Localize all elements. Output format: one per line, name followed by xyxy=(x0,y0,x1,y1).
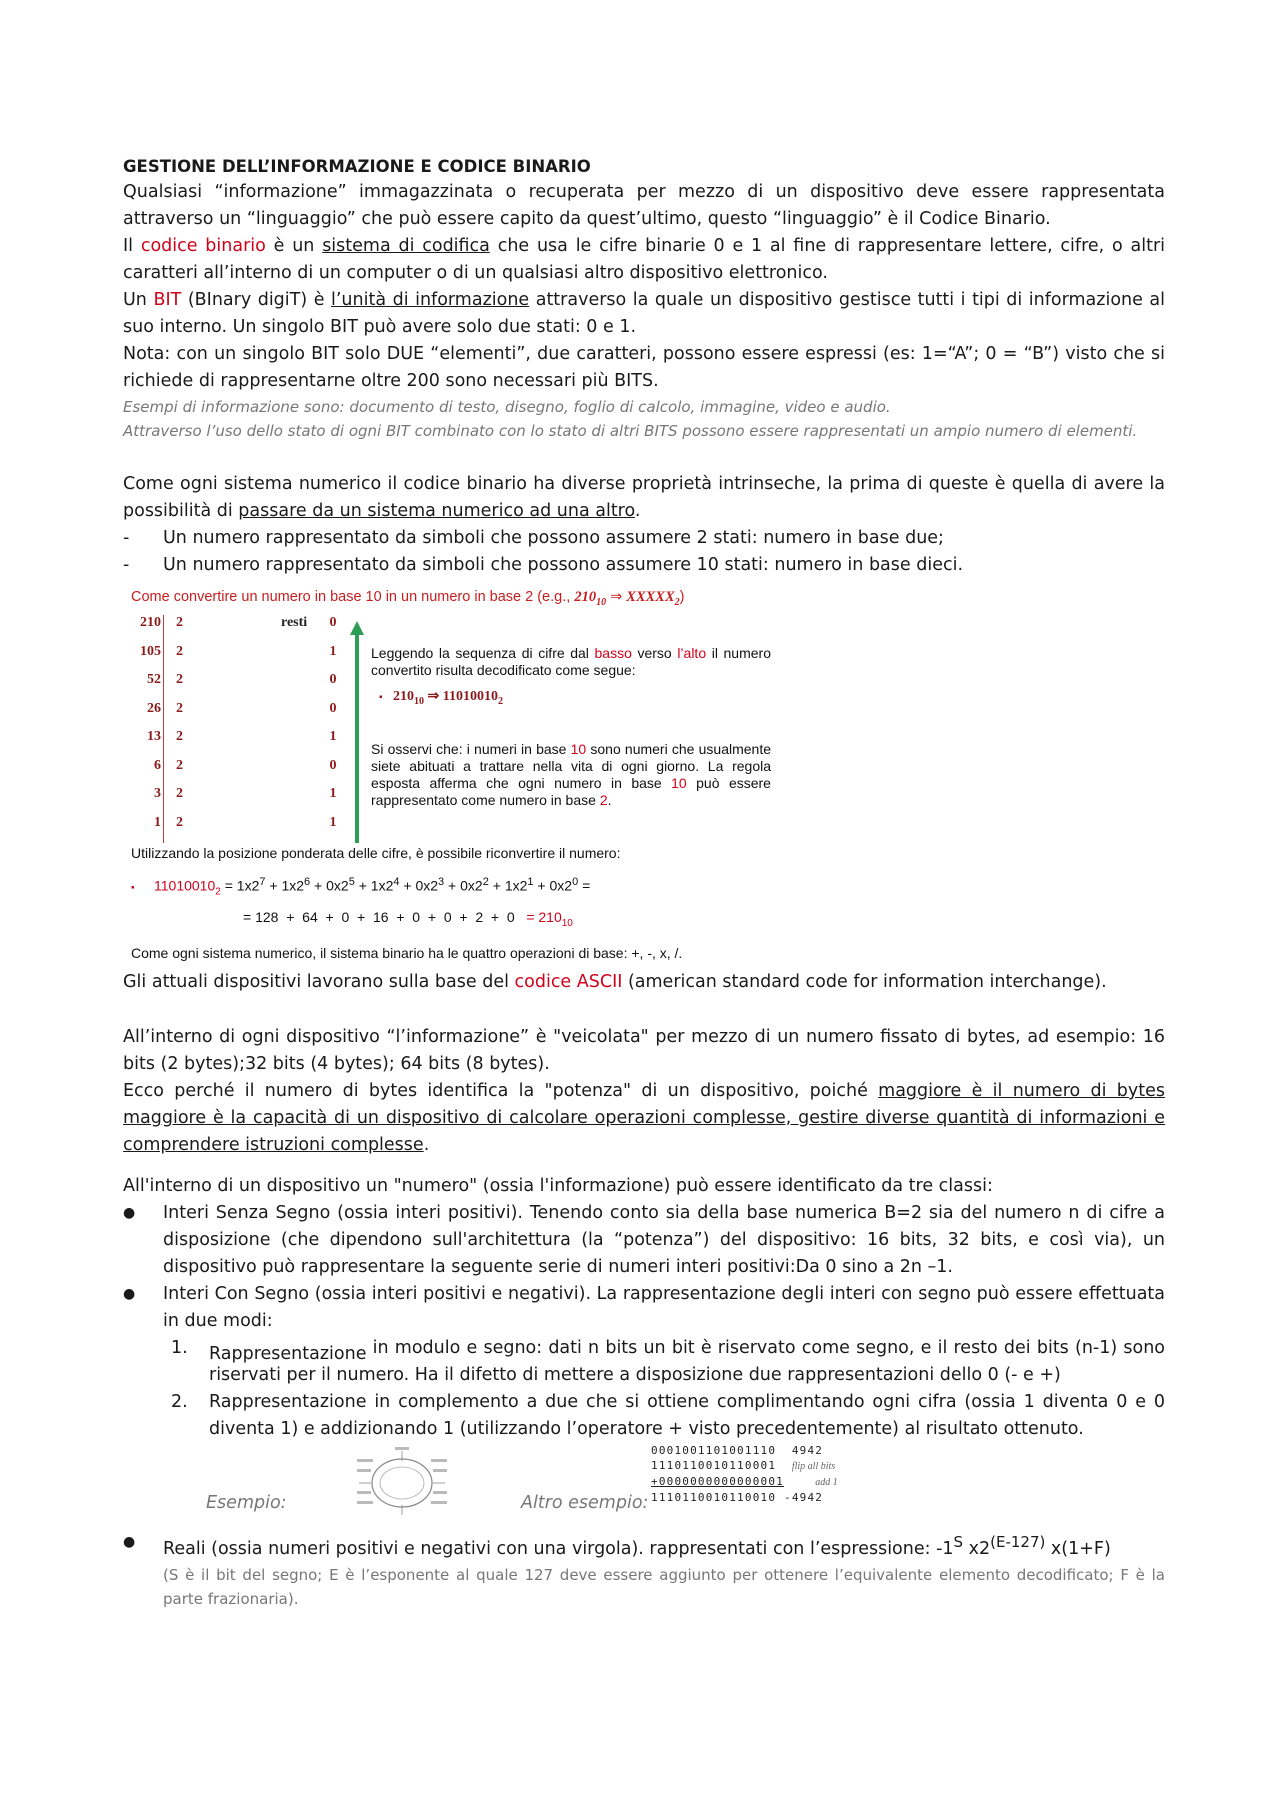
dividend: 26 xyxy=(147,700,161,716)
reali-note: (S è il bit del segno; E è l’esponente al quale 127 deve essere aggiunto per ottenere l’equivalente elemento decodificato; F è la parte frazionaria). xyxy=(163,1565,1165,1608)
list-item-text: Rappresentazione in complemento a due che si ottiene complimentando ogni cifra (ossia 1 diventa 0 e 0 diventa 1) e addizionando 1 (utilizzando l’operatore + visto precedentemente) al risultato ottenuto. xyxy=(209,1392,1165,1439)
text: ⇒ xyxy=(606,589,627,605)
text: ⇒ xyxy=(424,689,443,704)
bit-paragraph xyxy=(123,287,1165,341)
text: attraverso la quale un dispositivo gestisce tutti i tipi di informazione al suo interno. Un singolo BIT può avere solo due stati: 0 e 1. xyxy=(123,290,1165,337)
remainder: 1 xyxy=(329,729,337,744)
text: . xyxy=(423,1135,430,1155)
text: che usa le cifre binarie 0 e 1 al fine di rappresentare lettere, cifre, o altri caratteri all’interno di un computer o di un qualsiasi altro dispositivo elettronico. xyxy=(123,236,1165,283)
text: x2 xyxy=(963,1538,991,1559)
text: sono numeri che usualmente siete abituati a trattare nella vita di ogni giorno. La regola esposta afferma che ogni numero in base xyxy=(371,741,771,791)
text: 1110110010110010 xyxy=(651,1491,777,1504)
text: (E-127) xyxy=(990,1533,1046,1551)
intro-paragraph: Qualsiasi “informazione” immagazzinata o recuperata per mezzo di un dispositivo deve essere rappresentata attraverso un “linguaggio” che può essere capito da quest’ultimo, questo “linguaggio” è il Codice Binario. xyxy=(123,182,1165,229)
text: Un xyxy=(123,290,154,310)
text: add 1 xyxy=(815,1477,838,1488)
divisor: 2 xyxy=(176,672,183,687)
altro-esempio-label: Altro esempio: xyxy=(521,1493,649,1513)
remainder: 0 xyxy=(329,672,337,687)
division-table xyxy=(131,615,341,843)
list-item-text: Interi Con Segno (ossia interi positivi e negativi). La rappresentazione degli interi con segno può essere effettuata in due modi: xyxy=(163,1284,1165,1331)
list-item: - Un numero rappresentato da simboli che possono assumere 2 stati: numero in base due; xyxy=(123,525,1165,552)
dividend: 52 xyxy=(147,672,161,687)
operations-text: Come ogni sistema numerico, il sistema binario ha le quattro operazioni di base: +, -, x, /. xyxy=(131,945,683,961)
text: 11010010 xyxy=(442,689,499,704)
text: (american standard code for information interchange). xyxy=(622,972,1107,992)
list-item xyxy=(123,1281,1165,1335)
examples-row xyxy=(123,1443,1165,1521)
list-item: - Un numero rappresentato da simboli che possono assumere 10 stati: numero in base dieci. xyxy=(123,552,1165,579)
text: 2 xyxy=(498,695,504,707)
text: Il xyxy=(123,236,141,256)
text: ) xyxy=(679,589,685,605)
italic-note-1: Esempi di informazione sono: documento di testo, disegno, foglio di calcolo, immagine, video e audio. xyxy=(123,398,891,416)
text: 210 xyxy=(574,589,597,605)
ponderata-text: Utilizzando la posizione ponderata delle cifre, è possibile riconvertire il numero: xyxy=(131,845,621,861)
text: 1 xyxy=(527,876,534,888)
list-item-text: Un numero rappresentato da simboli che possono assumere 10 stati: numero in base dieci. xyxy=(163,555,964,575)
text: 0x2 xyxy=(460,877,483,894)
table-row xyxy=(131,786,341,815)
text: 0001001101001110 xyxy=(651,1444,777,1457)
text: 2 xyxy=(215,886,221,898)
sistema-paragraph xyxy=(123,471,1165,525)
weighted-expression: ▪ $11010010_2 = 1x2^7 + 1x2^6 + 0x2^5 + 1x2^4 + 0x2^3 + 0x2^2 + 1x2^1 + 0x2^0$ = xyxy=(131,876,591,898)
table-row xyxy=(131,729,341,758)
list-item xyxy=(123,1529,1165,1563)
bullet-icon: ▪ xyxy=(379,692,383,703)
text: 0 xyxy=(572,876,579,888)
bullet-icon: ● xyxy=(123,1205,136,1221)
text: x(1+F) xyxy=(1045,1538,1111,1559)
term-codice-binario: codice binario xyxy=(140,236,266,256)
dividend: 210 xyxy=(140,615,161,630)
text: l’alto xyxy=(677,645,707,661)
list-number: 1. xyxy=(171,1338,188,1358)
text: 0x2 xyxy=(415,877,439,894)
text: 11010010 xyxy=(154,877,216,894)
divisor: 2 xyxy=(176,814,183,830)
table-row xyxy=(131,815,341,844)
text: 1x2 xyxy=(236,877,260,894)
text: = 210 xyxy=(526,909,562,925)
table-row xyxy=(131,701,341,730)
text: 2 xyxy=(599,792,608,808)
list-item xyxy=(123,1389,1165,1443)
remainder: 0 xyxy=(329,615,337,630)
text: 1x2 xyxy=(281,877,305,894)
bytes-paragraph: All’interno di ogni dispositivo “l’informazione” è "veicolata" per mezzo di un numero fissato di bytes, ad esempio: 16 bits (2 bytes);32 bits (4 bytes); 64 bits (8 bytes). xyxy=(123,1027,1165,1074)
divisor: 2 xyxy=(176,786,183,801)
text: XXXXX xyxy=(626,589,675,605)
list-item xyxy=(123,1200,1165,1281)
document-page xyxy=(123,155,1165,1611)
text: 3 xyxy=(438,876,445,888)
text: in modulo e segno: dati n bits un bit è riservato come segno, e il resto dei bits (n-1) sono riservati per il numero. Ha il difetto di mettere a disposizione due rappresentazioni dello 0 (- e +) xyxy=(209,1338,1165,1385)
text: . xyxy=(634,501,641,521)
remainder: 1 xyxy=(329,814,337,830)
dividend: 1 xyxy=(154,814,161,830)
conversion-result xyxy=(379,688,779,710)
twos-complement-example xyxy=(651,1443,838,1505)
text: 0x2 xyxy=(549,877,573,894)
italic-note-2: Attraverso l’uso dello stato di ogni BIT combinato con lo stato di altri BITS possono essere rappresentati un ampio numero di elementi. xyxy=(123,422,1138,440)
text: 4 xyxy=(393,876,400,888)
bullet-icon: ● xyxy=(123,1286,136,1302)
text: è un xyxy=(265,236,323,256)
underlined-passare-sistema: passare da un sistema numerico ad una altro xyxy=(238,501,635,521)
divisor: 2 xyxy=(176,757,183,773)
text: 10 xyxy=(671,775,687,791)
text: . xyxy=(607,792,612,808)
text: può essere rappresentato come numero in base xyxy=(371,775,771,808)
text: Come ogni sistema numerico il codice binario ha diverse proprietà intrinseche, la prima di queste è quella di avere la possibilità di xyxy=(123,474,1165,521)
divisor: 2 xyxy=(176,700,183,716)
text: S xyxy=(953,1533,964,1551)
text: 4942 xyxy=(791,1444,824,1457)
nota-paragraph: Nota: con un singolo BIT solo DUE “elementi”, due caratteri, possono essere espressi (es: 1=“A”; 0 = “B”) visto che si richiede di rappresentarne oltre 200 sono necessari più BITS. xyxy=(123,344,1165,391)
remainder: 1 xyxy=(329,643,337,659)
text: Leggendo la sequenza di cifre dal xyxy=(371,645,595,661)
bullet-icon: ● xyxy=(123,1534,136,1550)
text: 6 xyxy=(304,876,311,888)
esempio-label: Esempio: xyxy=(206,1493,287,1513)
table-row xyxy=(131,644,341,673)
dividend: 105 xyxy=(140,643,161,659)
list-item-text xyxy=(163,1529,1165,1563)
term-bit: BIT xyxy=(153,290,182,310)
text: Ecco perché il numero di bytes identifica la "potenza" di un dispositivo, poiché xyxy=(123,1081,879,1101)
text: verso xyxy=(631,645,678,661)
potenza-paragraph xyxy=(123,1078,1165,1159)
circle-diagram-icon xyxy=(351,1447,453,1517)
list-number: 2. xyxy=(171,1392,188,1412)
text: 1110110010110001 xyxy=(651,1459,777,1472)
text: Gli attuali dispositivi lavorano sulla base del xyxy=(123,972,515,992)
text: Si osservi che: i numeri in base xyxy=(371,741,571,757)
divisor: 2 xyxy=(176,729,183,744)
figure-header xyxy=(131,589,684,608)
text: Come convertire un numero in base 10 in un numero in base 2 (e.g., xyxy=(131,589,575,605)
remainder: 1 xyxy=(329,786,337,801)
list-item-text xyxy=(209,1335,1165,1389)
table-row xyxy=(131,758,341,787)
text: 10 xyxy=(596,596,607,608)
underlined-maggiore: maggiore è il numero di bytes maggiore è la capacità di un dispositivo di calcolare operazioni complesse, gestire diverse quantità di informazioni e comprendere istruzioni complesse xyxy=(123,1081,1165,1155)
list-item-text: Un numero rappresentato da simboli che possono assumere 2 stati: numero in base due; xyxy=(163,528,944,548)
underlined-unita-informazione: l’unità di informazione xyxy=(331,290,530,310)
text: 2 xyxy=(674,596,680,608)
remainder: 0 xyxy=(329,757,337,773)
codice-binario-paragraph xyxy=(123,233,1165,287)
text: 5 xyxy=(348,876,355,888)
text: -4942 xyxy=(784,1491,824,1504)
underlined-sistema-di-codifica: sistema di codifica xyxy=(322,236,490,256)
text: 1x2 xyxy=(504,877,528,894)
dividend: 6 xyxy=(154,757,161,773)
ascii-paragraph xyxy=(123,969,1165,996)
observation-text xyxy=(371,741,771,809)
text: basso xyxy=(594,645,632,661)
divisor: 2 xyxy=(176,615,183,630)
bullet-icon: ▪ xyxy=(131,882,135,894)
text: 2 xyxy=(482,876,489,888)
dividend: 13 xyxy=(147,729,161,744)
table-row xyxy=(131,672,341,701)
list-item xyxy=(123,1335,1165,1389)
classi-intro: All'interno di un dispositivo un "numero" (ossia l'informazione) può essere identificato da tre classi: xyxy=(123,1176,993,1196)
text: Rappresentazione xyxy=(209,1344,367,1364)
text: 10 xyxy=(414,695,425,707)
text: il numero convertito risulta decodificato come segue: xyxy=(371,645,771,678)
divisor: 2 xyxy=(176,643,183,659)
text: 10 xyxy=(570,741,587,757)
term-codice-ascii: codice ASCII xyxy=(514,972,623,992)
text: 210 xyxy=(393,689,415,704)
page-title: GESTIONE DELL’INFORMAZIONE E CODICE BINARIO xyxy=(123,157,591,176)
text: Reali (ossia numeri positivi e negativi con una virgola). rappresentati con l’espressione: -1 xyxy=(163,1538,954,1559)
text: 1x2 xyxy=(370,877,394,894)
list-item-text: Interi Senza Segno (ossia interi positivi). Tenendo conto sia della base numerica B=2 sia del numero n di cifre a disposizione (che dipendono sull'architettura (la “potenza”) del dispositivo: 16 bits, 32 bits, e così via), un dispositivo può rappresentare la seguente serie di numeri interi positivi:Da 0 sino a 2n –1. xyxy=(163,1203,1165,1277)
resti-label: resti xyxy=(281,615,308,630)
dividend: 3 xyxy=(154,786,161,801)
text: (BInary digiT) è xyxy=(181,290,331,310)
reading-explanation xyxy=(371,645,771,679)
arrow-up-icon xyxy=(350,621,364,843)
text: = 128 + 64 + 0 + 16 + 0 + 0 + 2 + 0 xyxy=(243,909,515,925)
text: flip all bits xyxy=(791,1461,836,1472)
text: 7 xyxy=(259,876,266,888)
sum-line xyxy=(243,909,573,929)
text: 10 xyxy=(561,917,573,929)
remainder: 0 xyxy=(329,700,337,716)
table-row xyxy=(131,615,341,644)
conversion-figure xyxy=(123,585,1165,965)
text: 0x2 xyxy=(326,877,349,894)
text: +0000000000000001 xyxy=(651,1475,784,1488)
